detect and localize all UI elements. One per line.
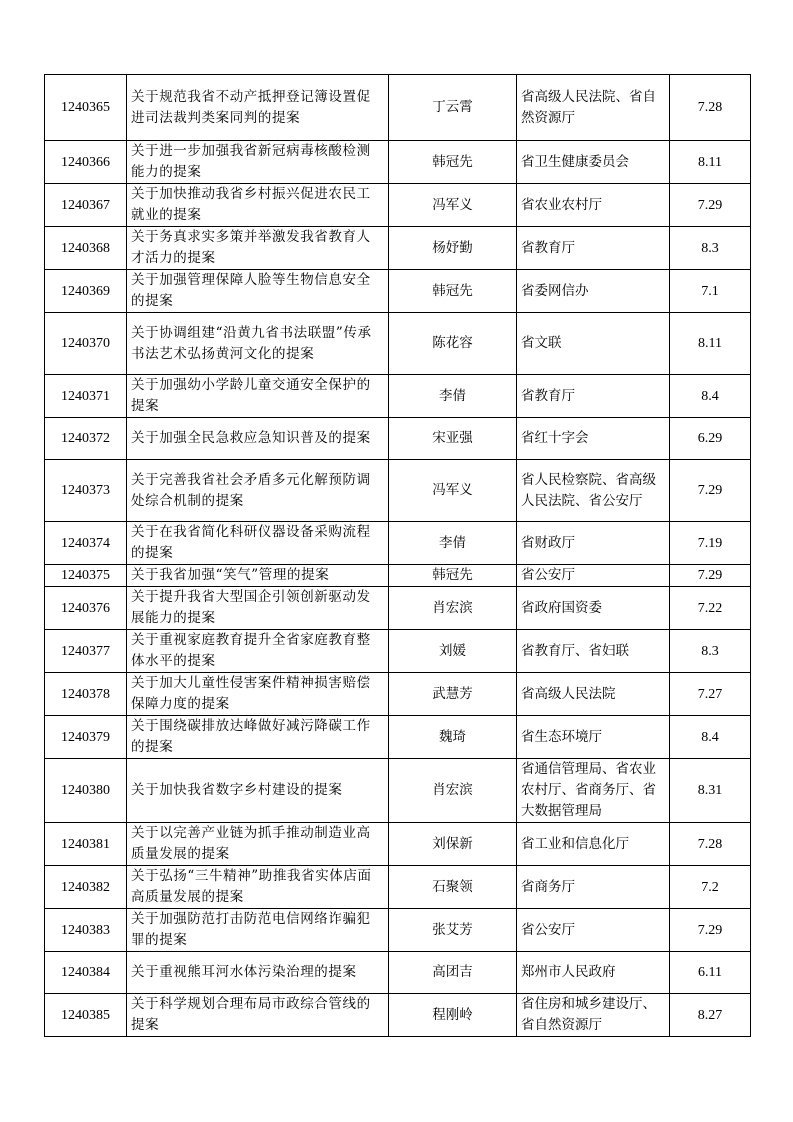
department-cell: 郑州市人民政府 [517,952,670,994]
department-cell: 省文联 [517,313,670,375]
proposal-id-cell: 1240375 [45,565,127,587]
proposal-id-cell: 1240367 [45,184,127,227]
date-cell: 8.31 [670,759,751,823]
proposer-cell: 武慧芳 [389,673,517,716]
date-cell: 7.28 [670,75,751,141]
proposal-title-cell: 关于加快我省数字乡村建设的提案 [127,759,389,823]
proposal-title-cell: 关于重视家庭教育提升全省家庭教育整体水平的提案 [127,630,389,673]
department-cell: 省生态环境厅 [517,716,670,759]
proposal-id-cell: 1240372 [45,418,127,460]
proposer-cell: 杨妤勤 [389,227,517,270]
department-cell: 省高级人民法院、省自然资源厅 [517,75,670,141]
table-row [45,909,751,952]
proposal-title-cell: 关于重视熊耳河水体污染治理的提案 [127,952,389,994]
proposer-cell: 宋亚强 [389,418,517,460]
date-cell: 7.29 [670,909,751,952]
date-cell: 8.11 [670,141,751,184]
department-cell: 省工业和信息化厅 [517,823,670,866]
proposal-title-cell: 关于弘扬“三牛精神”助推我省实体店面高质量发展的提案 [127,866,389,909]
proposal-title-cell: 关于进一步加强我省新冠病毒核酸检测能力的提案 [127,141,389,184]
table-row [45,313,751,375]
proposal-id-cell: 1240381 [45,823,127,866]
proposal-title-cell: 关于加强防范打击防范电信网络诈骗犯罪的提案 [127,909,389,952]
date-cell: 7.22 [670,587,751,630]
proposal-id-cell: 1240379 [45,716,127,759]
date-cell: 8.4 [670,375,751,418]
department-cell: 省教育厅、省妇联 [517,630,670,673]
proposal-title-cell: 关于以完善产业链为抓手推动制造业高质量发展的提案 [127,823,389,866]
date-cell: 7.29 [670,565,751,587]
table-row [45,994,751,1037]
department-cell: 省公安厅 [517,565,670,587]
proposal-title-cell: 关于围绕碳排放达峰做好减污降碳工作的提案 [127,716,389,759]
date-cell: 8.3 [670,227,751,270]
department-cell: 省农业农村厅 [517,184,670,227]
table-row [45,866,751,909]
table-row [45,375,751,418]
proposal-title-cell: 关于提升我省大型国企引领创新驱动发展能力的提案 [127,587,389,630]
table-row [45,522,751,565]
proposal-title-cell: 关于我省加强“笑气”管理的提案 [127,565,389,587]
proposer-cell: 刘媛 [389,630,517,673]
date-cell: 7.29 [670,460,751,522]
proposal-title-cell: 关于在我省简化科研仪器设备采购流程的提案 [127,522,389,565]
proposer-cell: 魏琦 [389,716,517,759]
proposal-id-cell: 1240383 [45,909,127,952]
date-cell: 7.19 [670,522,751,565]
proposal-id-cell: 1240371 [45,375,127,418]
proposer-cell: 丁云霄 [389,75,517,141]
proposal-title-cell: 关于加快推动我省乡村振兴促进农民工就业的提案 [127,184,389,227]
date-cell: 8.11 [670,313,751,375]
proposer-cell: 韩冠先 [389,270,517,313]
table-row [45,75,751,141]
proposal-id-cell: 1240369 [45,270,127,313]
table-row [45,587,751,630]
proposal-title-cell: 关于科学规划合理布局市政综合管线的提案 [127,994,389,1037]
proposal-id-cell: 1240368 [45,227,127,270]
department-cell: 省财政厅 [517,522,670,565]
table-row [45,630,751,673]
department-cell: 省通信管理局、省农业农村厅、省商务厅、省大数据管理局 [517,759,670,823]
date-cell: 7.28 [670,823,751,866]
department-cell: 省人民检察院、省高级人民法院、省公安厅 [517,460,670,522]
proposal-id-cell: 1240384 [45,952,127,994]
proposer-cell: 韩冠先 [389,565,517,587]
table-row [45,270,751,313]
proposer-cell: 刘保新 [389,823,517,866]
proposer-cell: 肖宏滨 [389,587,517,630]
table-row [45,759,751,823]
table-row [45,565,751,587]
proposal-id-cell: 1240373 [45,460,127,522]
date-cell: 8.4 [670,716,751,759]
proposer-cell: 李倩 [389,375,517,418]
department-cell: 省教育厅 [517,375,670,418]
proposal-id-cell: 1240378 [45,673,127,716]
proposal-id-cell: 1240366 [45,141,127,184]
proposer-cell: 张艾芳 [389,909,517,952]
proposal-table-body [45,75,751,1037]
proposer-cell: 冯军义 [389,184,517,227]
table-row [45,227,751,270]
proposal-id-cell: 1240385 [45,994,127,1037]
table-row [45,952,751,994]
proposal-title-cell: 关于务真求实多策并举激发我省教育人才活力的提案 [127,227,389,270]
proposer-cell: 程刚岭 [389,994,517,1037]
date-cell: 8.27 [670,994,751,1037]
proposer-cell: 肖宏滨 [389,759,517,823]
proposer-cell: 陈花容 [389,313,517,375]
department-cell: 省红十字会 [517,418,670,460]
proposer-cell: 冯军义 [389,460,517,522]
date-cell: 6.29 [670,418,751,460]
table-row [45,673,751,716]
proposal-table [44,74,751,1037]
department-cell: 省政府国资委 [517,587,670,630]
proposal-title-cell: 关于完善我省社会矛盾多元化解预防调处综合机制的提案 [127,460,389,522]
proposal-id-cell: 1240374 [45,522,127,565]
date-cell: 7.2 [670,866,751,909]
table-row [45,460,751,522]
table-row [45,141,751,184]
date-cell: 7.29 [670,184,751,227]
proposal-id-cell: 1240380 [45,759,127,823]
proposal-id-cell: 1240382 [45,866,127,909]
proposal-title-cell: 关于加强管理保障人脸等生物信息安全的提案 [127,270,389,313]
proposal-title-cell: 关于加强幼小学龄儿童交通安全保护的提案 [127,375,389,418]
table-row [45,823,751,866]
table-row [45,716,751,759]
table-row [45,184,751,227]
department-cell: 省商务厅 [517,866,670,909]
proposal-title-cell: 关于加强全民急救应急知识普及的提案 [127,418,389,460]
proposal-id-cell: 1240376 [45,587,127,630]
proposal-title-cell: 关于规范我省不动产抵押登记簿设置促进司法裁判类案同判的提案 [127,75,389,141]
proposer-cell: 石聚领 [389,866,517,909]
proposer-cell: 韩冠先 [389,141,517,184]
proposal-title-cell: 关于协调组建“沿黄九省书法联盟”传承书法艺术弘扬黄河文化的提案 [127,313,389,375]
department-cell: 省住房和城乡建设厅、省自然资源厅 [517,994,670,1037]
proposal-id-cell: 1240370 [45,313,127,375]
department-cell: 省高级人民法院 [517,673,670,716]
proposal-id-cell: 1240365 [45,75,127,141]
date-cell: 8.3 [670,630,751,673]
department-cell: 省教育厅 [517,227,670,270]
proposal-id-cell: 1240377 [45,630,127,673]
date-cell: 6.11 [670,952,751,994]
department-cell: 省公安厅 [517,909,670,952]
date-cell: 7.1 [670,270,751,313]
date-cell: 7.27 [670,673,751,716]
department-cell: 省卫生健康委员会 [517,141,670,184]
proposer-cell: 李倩 [389,522,517,565]
proposal-title-cell: 关于加大儿童性侵害案件精神损害赔偿保障力度的提案 [127,673,389,716]
proposer-cell: 高团吉 [389,952,517,994]
table-row [45,418,751,460]
department-cell: 省委网信办 [517,270,670,313]
